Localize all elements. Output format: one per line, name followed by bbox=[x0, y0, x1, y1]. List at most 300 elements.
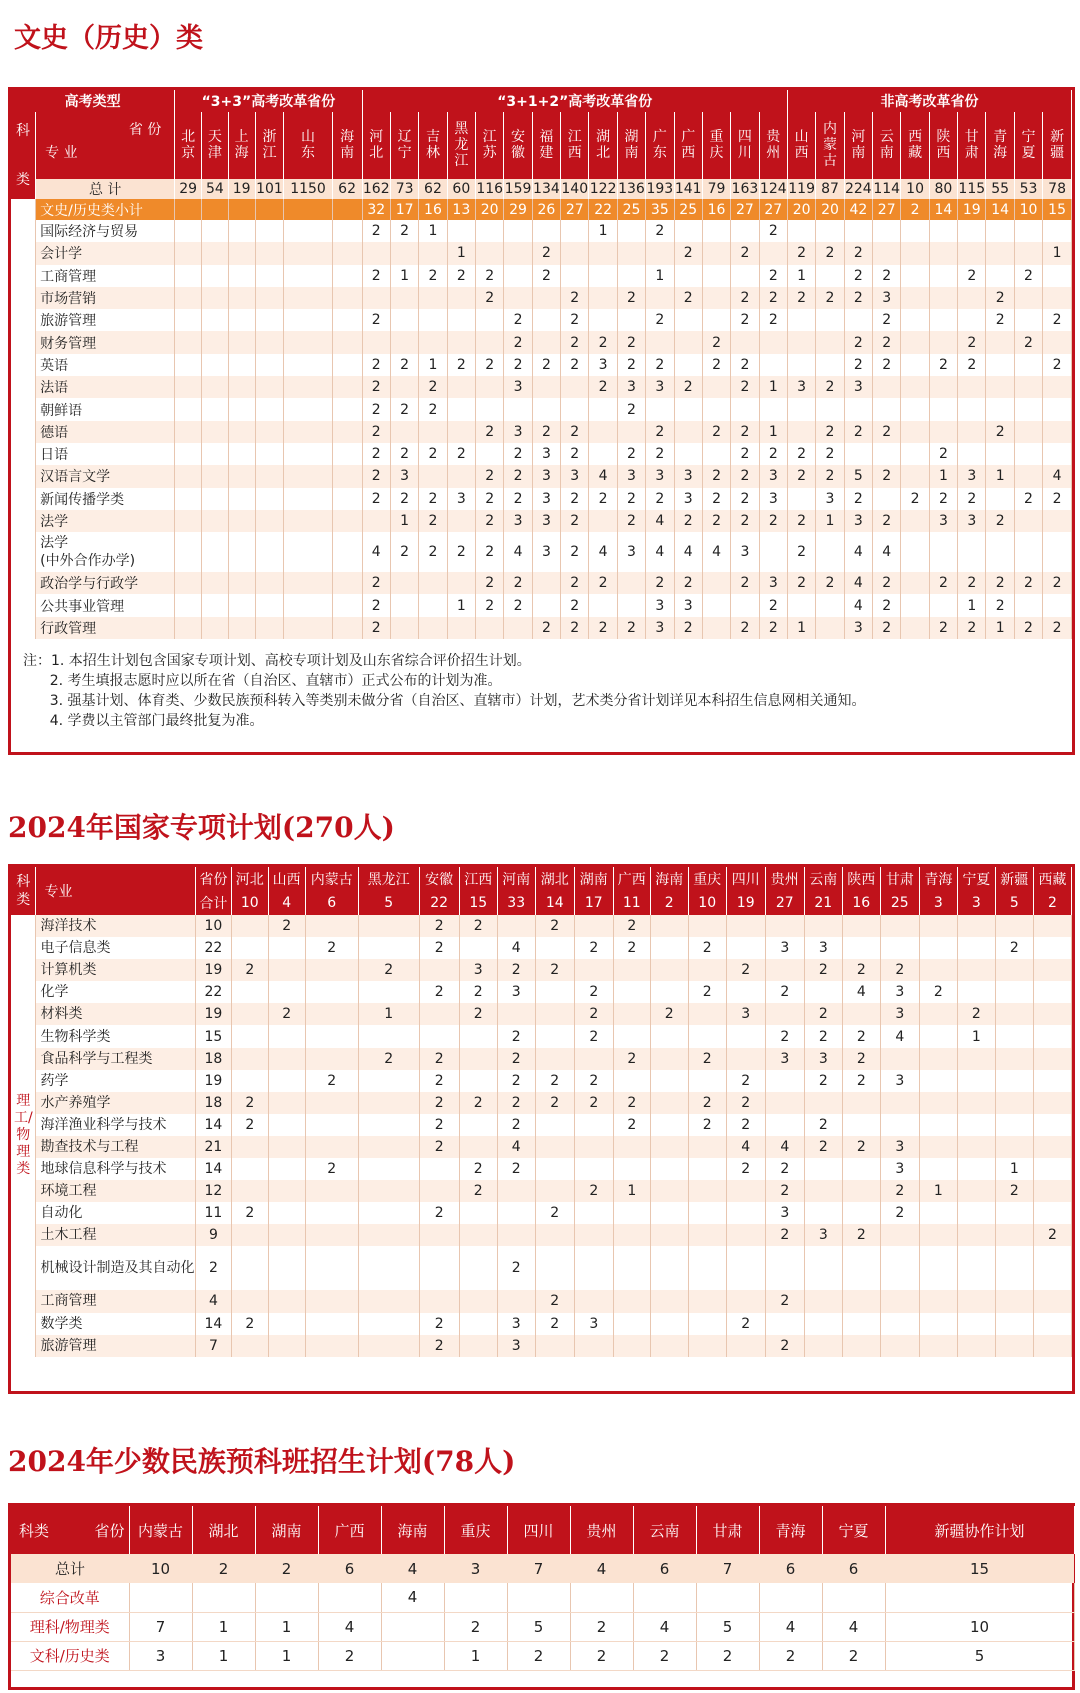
plan-cell: 2 bbox=[362, 443, 390, 465]
plan-cell bbox=[574, 915, 613, 937]
major-name: 生物科学类 bbox=[36, 1025, 196, 1047]
plan-cell bbox=[305, 1114, 358, 1136]
plan-cell bbox=[202, 532, 229, 572]
province-header: 安徽 bbox=[419, 867, 459, 891]
total-value: 6 bbox=[633, 1554, 696, 1583]
plan-cell bbox=[574, 1158, 613, 1180]
plan-cell bbox=[958, 532, 986, 572]
major-total: 22 bbox=[196, 937, 232, 959]
province-header: 四川 bbox=[726, 867, 765, 891]
plan-cell: 2 bbox=[613, 937, 650, 959]
plan-cell: 2 bbox=[419, 1070, 459, 1092]
plan-cell: 2 bbox=[759, 617, 787, 639]
plan-cell bbox=[957, 1048, 995, 1070]
plan-cell: 2 bbox=[561, 331, 589, 353]
province-header: 湖南 bbox=[574, 867, 613, 891]
plan-cell: 2 bbox=[726, 1158, 765, 1180]
province-axis-header: 省份 bbox=[196, 867, 232, 891]
plan-cell: 3 bbox=[589, 354, 617, 376]
plan-cell bbox=[228, 421, 255, 443]
plan-cell: 2 bbox=[504, 354, 532, 376]
major-name: 机械设计制造及其自动化 bbox=[36, 1246, 196, 1290]
plan-cell bbox=[1014, 421, 1042, 443]
plan-cell bbox=[1043, 398, 1072, 420]
plan-cell bbox=[284, 376, 332, 398]
plan-cell bbox=[362, 242, 390, 264]
plan-cell bbox=[726, 1180, 765, 1202]
total-value: 78 bbox=[1043, 179, 1072, 199]
plan-cell bbox=[255, 532, 284, 572]
plan-cell bbox=[447, 376, 475, 398]
plan-cell: 3 bbox=[759, 465, 787, 487]
plan-cell bbox=[268, 937, 305, 959]
plan-cell: 2 bbox=[532, 421, 560, 443]
category-cell: 理工/物理类 bbox=[11, 915, 36, 1357]
major-total: 12 bbox=[196, 1180, 232, 1202]
plan-cell: 2 bbox=[958, 354, 986, 376]
plan-cell: 2 bbox=[535, 1070, 574, 1092]
plan-cell bbox=[231, 937, 268, 959]
major-row bbox=[11, 1048, 1072, 1070]
plan-cell bbox=[1043, 443, 1072, 465]
province-total: 27 bbox=[765, 891, 804, 915]
plan-cell: 2 bbox=[650, 1003, 688, 1025]
plan-cell bbox=[447, 510, 475, 532]
plan-cell: 2 bbox=[561, 572, 589, 594]
plan-cell bbox=[702, 220, 730, 242]
plan-cell: 2 bbox=[958, 617, 986, 639]
plan-cell bbox=[726, 1290, 765, 1312]
plan-cell: 2 bbox=[419, 265, 447, 287]
plan-cell: 2 bbox=[305, 1070, 358, 1092]
plan-cell bbox=[844, 443, 872, 465]
plan-cell bbox=[202, 309, 229, 331]
plan-cell: 2 bbox=[901, 488, 929, 510]
plan-cell: 2 bbox=[759, 1641, 822, 1670]
total-row bbox=[11, 1554, 1074, 1583]
plan-cell bbox=[284, 331, 332, 353]
plan-cell: 3 bbox=[804, 1224, 842, 1246]
plan-cell bbox=[574, 1202, 613, 1224]
province-total: 10 bbox=[231, 891, 268, 915]
province-header: 新疆协作计划 bbox=[885, 1506, 1074, 1554]
plan-cell bbox=[873, 376, 901, 398]
plan-cell: 2 bbox=[688, 937, 726, 959]
plan-cell bbox=[589, 265, 617, 287]
province-header bbox=[589, 112, 617, 179]
province-header: 云南 bbox=[804, 867, 842, 891]
plan-cell: 1 bbox=[759, 421, 787, 443]
subtotal-value: 27 bbox=[759, 199, 787, 220]
plan-cell: 3 bbox=[958, 510, 986, 532]
plan-cell bbox=[957, 1114, 995, 1136]
plan-cell bbox=[447, 287, 475, 309]
plan-cell bbox=[995, 981, 1033, 1003]
plan-cell bbox=[231, 1158, 268, 1180]
note-line: 注：1. 本招生计划包含国家专项计划、高校专项计划及山东省综合评价招生计划。 bbox=[23, 653, 531, 670]
plan-cell bbox=[613, 1246, 650, 1290]
plan-cell bbox=[268, 1224, 305, 1246]
plan-cell: 2 bbox=[804, 1136, 842, 1158]
plan-cell bbox=[305, 1202, 358, 1224]
plan-cell: 2 bbox=[390, 443, 418, 465]
major-name: 数学类 bbox=[36, 1313, 196, 1335]
plan-cell: 4 bbox=[589, 532, 617, 572]
total-value: 101 bbox=[256, 181, 283, 197]
plan-cell bbox=[842, 1313, 880, 1335]
plan-cell bbox=[202, 421, 229, 443]
major-row bbox=[11, 1224, 1072, 1246]
major-row bbox=[11, 915, 1072, 937]
major-total: 15 bbox=[196, 1025, 232, 1047]
plan-cell bbox=[535, 1180, 574, 1202]
plan-cell bbox=[535, 1335, 574, 1357]
plan-cell bbox=[255, 242, 284, 264]
plan-cell: 1 bbox=[787, 617, 815, 639]
plan-cell bbox=[476, 376, 504, 398]
plan-cell: 2 bbox=[574, 981, 613, 1003]
plan-cell bbox=[574, 1048, 613, 1070]
category-char: 文 bbox=[15, 326, 31, 345]
province-header: 河南 bbox=[497, 867, 535, 891]
plan-cell bbox=[268, 1313, 305, 1335]
plan-cell bbox=[574, 1114, 613, 1136]
plan-cell bbox=[305, 1048, 358, 1070]
major-row bbox=[11, 937, 1072, 959]
plan-cell bbox=[919, 915, 957, 937]
plan-cell bbox=[650, 981, 688, 1003]
plan-cell: 2 bbox=[504, 572, 532, 594]
plan-cell: 2 bbox=[816, 421, 844, 443]
plan-cell bbox=[358, 1114, 419, 1136]
plan-cell bbox=[901, 398, 929, 420]
plan-cell bbox=[804, 1246, 842, 1290]
plan-cell bbox=[901, 421, 929, 443]
plan-cell bbox=[1033, 1048, 1071, 1070]
plan-cell: 4 bbox=[504, 532, 532, 572]
plan-cell bbox=[613, 981, 650, 1003]
plan-cell bbox=[957, 1158, 995, 1180]
major-row bbox=[11, 1180, 1072, 1202]
plan-cell: 2 bbox=[561, 287, 589, 309]
plan-cell bbox=[268, 1335, 305, 1357]
plan-cell bbox=[688, 1136, 726, 1158]
plan-cell: 2 bbox=[842, 1224, 880, 1246]
major-row bbox=[11, 1290, 1072, 1312]
plan-cell bbox=[1033, 937, 1071, 959]
plan-cell bbox=[804, 1158, 842, 1180]
plan-cell bbox=[535, 1136, 574, 1158]
plan-cell bbox=[332, 220, 362, 242]
plan-cell bbox=[419, 1158, 459, 1180]
plan-cell bbox=[175, 617, 202, 639]
plan-cell bbox=[995, 1313, 1033, 1335]
plan-cell bbox=[231, 1246, 268, 1290]
plan-cell: 2 bbox=[362, 421, 390, 443]
plan-cell: 2 bbox=[674, 242, 702, 264]
plan-cell bbox=[1014, 309, 1042, 331]
plan-cell bbox=[535, 937, 574, 959]
plan-cell bbox=[688, 1003, 726, 1025]
plan-cell bbox=[702, 376, 730, 398]
plan-cell bbox=[362, 287, 390, 309]
plan-cell bbox=[268, 1202, 305, 1224]
plan-cell: 2 bbox=[561, 510, 589, 532]
plan-cell bbox=[787, 398, 815, 420]
plan-cell bbox=[617, 242, 645, 264]
plan-cell: 3 bbox=[497, 1335, 535, 1357]
plan-cell bbox=[231, 1290, 268, 1312]
province-header: 宁夏 bbox=[822, 1506, 885, 1554]
major-name: 公共事业管理 bbox=[36, 594, 175, 616]
plan-cell bbox=[532, 331, 560, 353]
plan-cell bbox=[1014, 242, 1042, 264]
plan-cell: 1 bbox=[390, 265, 418, 287]
plan-cell: 2 bbox=[570, 1641, 633, 1670]
plan-cell bbox=[633, 1583, 696, 1612]
province-name: 陕西 bbox=[936, 129, 951, 161]
plan-cell: 2 bbox=[731, 287, 759, 309]
plan-cell: 1 bbox=[1043, 242, 1072, 264]
plan-cell: 4 bbox=[880, 1025, 919, 1047]
province-header bbox=[561, 112, 589, 179]
plan-cell bbox=[702, 242, 730, 264]
plan-cell bbox=[305, 1246, 358, 1290]
plan-cell: 1 bbox=[255, 1612, 318, 1641]
plan-cell bbox=[284, 617, 332, 639]
plan-cell bbox=[504, 242, 532, 264]
plan-cell bbox=[765, 1313, 804, 1335]
plan-cell bbox=[419, 465, 447, 487]
plan-cell bbox=[419, 1025, 459, 1047]
plan-cell bbox=[759, 354, 787, 376]
plan-cell: 2 bbox=[444, 1612, 507, 1641]
plan-cell: 2 bbox=[787, 287, 815, 309]
plan-cell bbox=[702, 265, 730, 287]
province-name: 广东 bbox=[652, 129, 667, 161]
plan-cell: 2 bbox=[1043, 488, 1072, 510]
plan-cell: 2 bbox=[759, 265, 787, 287]
plan-cell: 1 bbox=[444, 1641, 507, 1670]
plan-cell bbox=[284, 572, 332, 594]
plan-cell: 4 bbox=[822, 1612, 885, 1641]
plan-cell: 2 bbox=[1043, 309, 1072, 331]
plan-cell: 2 bbox=[459, 1092, 497, 1114]
plan-cell bbox=[268, 1158, 305, 1180]
plan-cell bbox=[688, 1070, 726, 1092]
plan-cell bbox=[358, 915, 419, 937]
plan-cell bbox=[1014, 287, 1042, 309]
plan-cell bbox=[929, 421, 957, 443]
plan-cell bbox=[175, 287, 202, 309]
plan-cell bbox=[175, 465, 202, 487]
plan-cell bbox=[447, 617, 475, 639]
plan-cell: 2 bbox=[844, 242, 872, 264]
plan-cell: 2 bbox=[504, 443, 532, 465]
plan-cell bbox=[447, 572, 475, 594]
total-value: 224 bbox=[844, 181, 872, 197]
plan-cell: 2 bbox=[362, 617, 390, 639]
subtotal-value: 27 bbox=[873, 199, 901, 220]
plan-cell: 2 bbox=[1014, 331, 1042, 353]
plan-cell bbox=[504, 398, 532, 420]
plan-cell: 2 bbox=[504, 331, 532, 353]
plan-cell: 2 bbox=[1014, 488, 1042, 510]
province-total: 4 bbox=[268, 891, 305, 915]
plan-cell bbox=[995, 959, 1033, 981]
plan-cell bbox=[362, 510, 390, 532]
plan-cell bbox=[901, 532, 929, 572]
province-header bbox=[816, 112, 844, 179]
plan-cell bbox=[497, 1224, 535, 1246]
plan-cell bbox=[358, 1025, 419, 1047]
plan-cell bbox=[535, 1224, 574, 1246]
plan-cell: 2 bbox=[873, 510, 901, 532]
plan-cell: 2 bbox=[822, 1641, 885, 1670]
plan-cell bbox=[419, 594, 447, 616]
plan-cell: 5 bbox=[885, 1641, 1074, 1670]
plan-cell bbox=[447, 220, 475, 242]
plan-cell: 2 bbox=[726, 1114, 765, 1136]
plan-cell bbox=[759, 1583, 822, 1612]
plan-cell bbox=[192, 1583, 255, 1612]
province-header bbox=[731, 112, 759, 179]
plan-cell bbox=[958, 376, 986, 398]
plan-cell: 2 bbox=[419, 981, 459, 1003]
plan-cell: 2 bbox=[674, 510, 702, 532]
plan-cell bbox=[957, 1246, 995, 1290]
province-name: 湖北 bbox=[596, 129, 611, 161]
plan-cell: 2 bbox=[1043, 354, 1072, 376]
plan-cell: 1 bbox=[787, 265, 815, 287]
plan-cell bbox=[175, 594, 202, 616]
plan-cell: 2 bbox=[589, 488, 617, 510]
plan-cell: 3 bbox=[532, 488, 560, 510]
plan-row bbox=[11, 1612, 1074, 1641]
plan-cell bbox=[702, 572, 730, 594]
plan-cell bbox=[702, 617, 730, 639]
plan-cell bbox=[787, 309, 815, 331]
plan-cell: 2 bbox=[447, 443, 475, 465]
plan-cell bbox=[759, 532, 787, 572]
province-header bbox=[674, 112, 702, 179]
plan-cell: 2 bbox=[535, 959, 574, 981]
plan-cell bbox=[822, 1583, 885, 1612]
plan-cell bbox=[688, 1180, 726, 1202]
plan-cell: 2 bbox=[390, 354, 418, 376]
plan-cell: 2 bbox=[358, 1048, 419, 1070]
plan-cell bbox=[381, 1612, 444, 1641]
plan-cell: 3 bbox=[765, 1048, 804, 1070]
major-name: 食品科学与工程类 bbox=[36, 1048, 196, 1070]
plan-cell: 2 bbox=[532, 265, 560, 287]
province-total: 16 bbox=[842, 891, 880, 915]
subtotal-value bbox=[255, 199, 284, 220]
province-header: 内蒙古 bbox=[305, 867, 358, 891]
plan-cell bbox=[332, 510, 362, 532]
plan-cell bbox=[532, 287, 560, 309]
plan-cell: 2 bbox=[535, 1202, 574, 1224]
plan-cell: 7 bbox=[129, 1612, 192, 1641]
major-name: 法学 (中外合作办学) bbox=[36, 532, 175, 572]
major-name: 地球信息科学与技术 bbox=[36, 1158, 196, 1180]
plan-cell: 2 bbox=[842, 1136, 880, 1158]
province-name: 宁夏 bbox=[1021, 129, 1036, 161]
plan-cell bbox=[804, 1335, 842, 1357]
plan-cell bbox=[358, 1070, 419, 1092]
plan-cell bbox=[332, 265, 362, 287]
province-header bbox=[419, 112, 447, 179]
plan-cell: 2 bbox=[362, 309, 390, 331]
plan-cell bbox=[390, 617, 418, 639]
plan-cell: 2 bbox=[390, 532, 418, 572]
plan-cell bbox=[688, 1313, 726, 1335]
total-value: 124 bbox=[759, 181, 787, 197]
major-name: 电子信息类 bbox=[36, 937, 196, 959]
plan-cell bbox=[650, 1290, 688, 1312]
total-value: 140 bbox=[561, 181, 589, 197]
history-plan-table bbox=[11, 90, 1072, 639]
major-row bbox=[11, 510, 1072, 532]
total-value: 115 bbox=[958, 181, 986, 197]
plan-cell bbox=[305, 1136, 358, 1158]
plan-cell bbox=[702, 443, 730, 465]
plan-cell bbox=[880, 1114, 919, 1136]
plan-cell bbox=[1033, 1290, 1071, 1312]
plan-cell: 2 bbox=[617, 354, 645, 376]
plan-cell bbox=[532, 376, 560, 398]
plan-cell: 2 bbox=[535, 1092, 574, 1114]
plan-cell bbox=[765, 1114, 804, 1136]
plan-cell bbox=[268, 1025, 305, 1047]
plan-cell: 4 bbox=[726, 1136, 765, 1158]
total-value: 73 bbox=[390, 179, 418, 199]
plan-cell: 2 bbox=[419, 1202, 459, 1224]
plan-cell: 2 bbox=[726, 1092, 765, 1114]
province-header: 四川 bbox=[507, 1506, 570, 1554]
plan-cell: 5 bbox=[696, 1612, 759, 1641]
plan-cell: 2 bbox=[574, 1180, 613, 1202]
plan-cell bbox=[617, 594, 645, 616]
plan-cell bbox=[535, 1158, 574, 1180]
plan-cell: 2 bbox=[419, 510, 447, 532]
plan-cell: 3 bbox=[497, 1313, 535, 1335]
plan-cell bbox=[231, 915, 268, 937]
plan-cell: 2 bbox=[497, 1158, 535, 1180]
plan-cell: 2 bbox=[873, 309, 901, 331]
plan-cell bbox=[504, 220, 532, 242]
major-row bbox=[11, 1313, 1072, 1335]
plan-cell bbox=[765, 1092, 804, 1114]
major-name: 法学 bbox=[36, 510, 175, 532]
plan-cell bbox=[873, 398, 901, 420]
plan-cell: 2 bbox=[816, 287, 844, 309]
plan-cell bbox=[650, 937, 688, 959]
plan-cell: 4 bbox=[765, 1136, 804, 1158]
plan-cell bbox=[202, 443, 229, 465]
plan-cell bbox=[995, 1202, 1033, 1224]
plan-cell: 2 bbox=[674, 287, 702, 309]
province-header: 贵州 bbox=[570, 1506, 633, 1554]
plan-cell bbox=[804, 1202, 842, 1224]
plan-cell: 2 bbox=[561, 532, 589, 572]
province-row bbox=[11, 112, 1072, 179]
plan-cell bbox=[231, 1136, 268, 1158]
plan-cell: 3 bbox=[674, 465, 702, 487]
plan-cell: 1 bbox=[419, 220, 447, 242]
plan-cell: 2 bbox=[646, 309, 674, 331]
plan-cell: 2 bbox=[765, 1290, 804, 1312]
